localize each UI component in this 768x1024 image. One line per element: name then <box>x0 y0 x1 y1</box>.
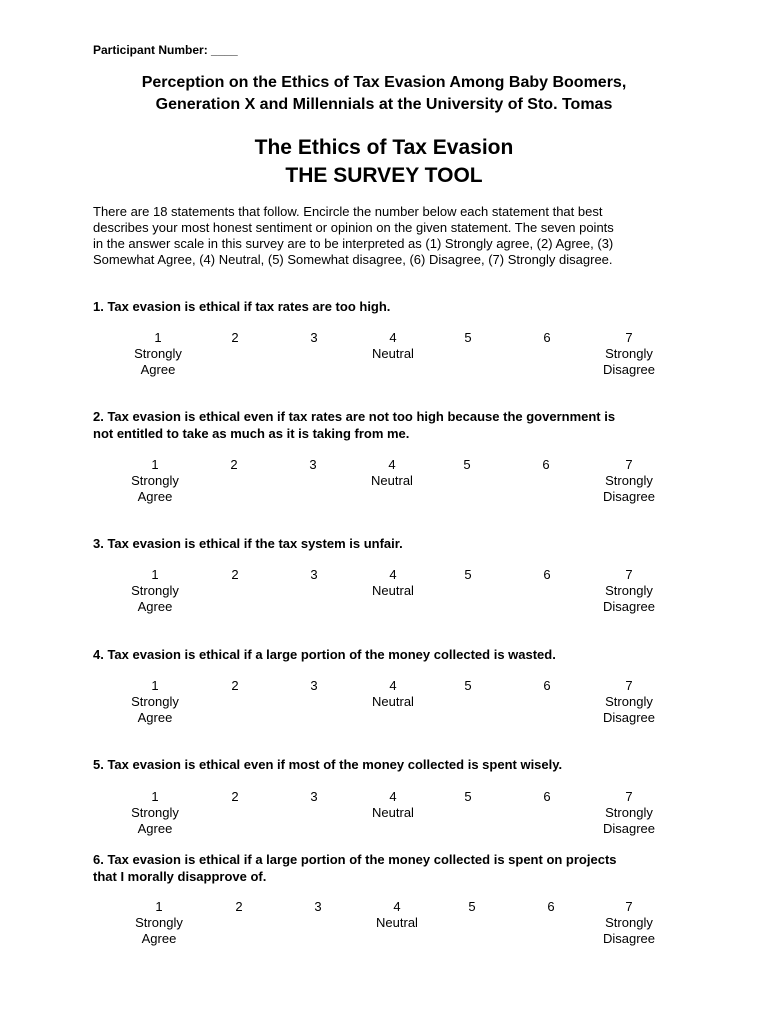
question-4 <box>93 646 678 663</box>
title-line-2: THE SURVEY TOOL <box>285 164 483 187</box>
scale-label-agree: Agree <box>137 710 173 725</box>
scale-label-neutral: Neutral <box>371 473 413 488</box>
document-title <box>60 134 708 190</box>
scale-number: 1 <box>151 457 159 472</box>
scale-option-6[interactable] <box>501 457 591 473</box>
question-1 <box>93 298 678 315</box>
scale-option-6[interactable] <box>502 567 592 583</box>
scale-number: 4 <box>389 678 397 693</box>
scale-label-strongly: Strongly <box>605 346 653 361</box>
scale-option-2[interactable] <box>190 567 280 583</box>
title-line-1: The Ethics of Tax Evasion <box>254 136 514 159</box>
scale-label-strongly: Strongly <box>605 805 653 820</box>
scale-option-2[interactable] <box>190 789 280 805</box>
question-text-line-2: not entitled to take as much as it is taking from me. <box>93 426 410 441</box>
scale-label-strongly: Strongly <box>605 694 653 709</box>
question-text-line-1: 6. Tax evasion is ethical if a large portion of the money collected is spent on projects <box>93 852 617 867</box>
scale-label-strongly: Strongly <box>135 915 183 930</box>
scale-option-5[interactable] <box>427 899 517 915</box>
scale-option-5[interactable] <box>423 789 513 805</box>
scale-number: 3 <box>314 899 322 914</box>
scale-option-5[interactable] <box>423 567 513 583</box>
scale-number: 7 <box>625 678 633 693</box>
scale-option-5[interactable] <box>423 330 513 346</box>
scale-number: 1 <box>151 789 159 804</box>
scale-number: 6 <box>543 567 551 582</box>
question-3 <box>93 535 678 552</box>
scale-label-neutral: Neutral <box>372 583 414 598</box>
scale-number: 7 <box>625 899 633 914</box>
scale-option-6[interactable] <box>502 330 592 346</box>
instructions-line-3: in the answer scale in this survey are to be interpreted as (1) Strongly agree, (2) Agree, (3) <box>93 236 614 251</box>
scale-option-1[interactable] <box>110 567 200 615</box>
scale-option-1[interactable] <box>110 789 200 837</box>
answer-scale-5 <box>0 789 768 839</box>
scale-option-7[interactable] <box>584 457 674 505</box>
question-text-line-1: 4. Tax evasion is ethical if a large portion of the money collected is wasted. <box>93 647 556 662</box>
scale-number: 4 <box>393 899 401 914</box>
scale-number: 6 <box>542 457 550 472</box>
question-text-line-2: that I morally disapprove of. <box>93 869 267 884</box>
scale-number: 3 <box>310 678 318 693</box>
instructions-line-4: Somewhat Agree, (4) Neutral, (5) Somewhat disagree, (6) Disagree, (7) Strongly disagree. <box>93 252 613 267</box>
scale-option-7[interactable] <box>584 330 674 378</box>
scale-number: 3 <box>310 330 318 345</box>
scale-option-6[interactable] <box>502 789 592 805</box>
scale-label-neutral: Neutral <box>372 346 414 361</box>
scale-number: 1 <box>151 678 159 693</box>
scale-option-3[interactable] <box>269 789 359 805</box>
scale-option-3[interactable] <box>268 457 358 473</box>
scale-option-2[interactable] <box>190 678 280 694</box>
question-text-line-1: 5. Tax evasion is ethical even if most of the money collected is spent wisely. <box>93 757 563 772</box>
scale-option-7[interactable] <box>584 789 674 837</box>
scale-number: 4 <box>389 789 397 804</box>
scale-option-7[interactable] <box>584 567 674 615</box>
scale-label-disagree: Disagree <box>602 710 656 725</box>
scale-option-1[interactable] <box>110 678 200 726</box>
answer-scale-2 <box>0 457 768 507</box>
scale-label-disagree: Disagree <box>602 931 656 946</box>
scale-number: 6 <box>543 330 551 345</box>
scale-label-neutral: Neutral <box>372 805 414 820</box>
scale-number: 7 <box>625 567 633 582</box>
scale-option-6[interactable] <box>502 678 592 694</box>
scale-label-strongly: Strongly <box>605 473 653 488</box>
scale-label-strongly: Strongly <box>134 346 182 361</box>
scale-label-agree: Agree <box>137 599 173 614</box>
scale-number: 5 <box>463 457 471 472</box>
scale-option-6[interactable] <box>506 899 596 915</box>
question-2 <box>93 408 678 442</box>
scale-number: 7 <box>625 457 633 472</box>
scale-label-strongly: Strongly <box>605 915 653 930</box>
scale-option-1[interactable] <box>110 457 200 505</box>
document-subtitle <box>60 72 708 116</box>
scale-number: 4 <box>388 457 396 472</box>
scale-number: 6 <box>547 899 555 914</box>
scale-option-2[interactable] <box>190 330 280 346</box>
scale-label-disagree: Disagree <box>602 489 656 504</box>
scale-label-strongly: Strongly <box>131 694 179 709</box>
scale-number: 5 <box>464 567 472 582</box>
scale-option-1[interactable] <box>114 899 204 947</box>
subtitle-line-2: Generation X and Millennials at the University of Sto. Tomas <box>155 96 613 113</box>
scale-number: 2 <box>230 457 238 472</box>
subtitle-line-1: Perception on the Ethics of Tax Evasion Among Baby Boomers, <box>141 74 627 91</box>
scale-option-3[interactable] <box>269 567 359 583</box>
question-text-line-1: 3. Tax evasion is ethical if the tax system is unfair. <box>93 536 403 551</box>
scale-option-3[interactable] <box>269 678 359 694</box>
scale-number: 2 <box>235 899 243 914</box>
scale-label-neutral: Neutral <box>372 694 414 709</box>
question-text-line-1: 2. Tax evasion is ethical even if tax rates are not too high because the government is <box>93 409 616 424</box>
scale-label-neutral: Neutral <box>376 915 418 930</box>
question-6 <box>93 851 678 885</box>
scale-option-3[interactable] <box>269 330 359 346</box>
scale-label-disagree: Disagree <box>602 821 656 836</box>
scale-label-agree: Agree <box>137 821 173 836</box>
scale-label-disagree: Disagree <box>602 599 656 614</box>
scale-number: 4 <box>389 567 397 582</box>
scale-label-strongly: Strongly <box>605 583 653 598</box>
answer-scale-6 <box>0 899 768 949</box>
scale-number: 4 <box>389 330 397 345</box>
instructions-line-2: describes your most honest sentiment or opinion on the given statement. The seven points <box>93 220 614 235</box>
scale-number: 6 <box>543 678 551 693</box>
instructions-line-1: There are 18 statements that follow. Encircle the number below each statement that best <box>93 204 603 219</box>
scale-label-strongly: Strongly <box>131 583 179 598</box>
scale-label-disagree: Disagree <box>602 362 656 377</box>
scale-number: 3 <box>310 789 318 804</box>
answer-scale-1 <box>0 330 768 380</box>
scale-number: 6 <box>543 789 551 804</box>
answer-scale-4 <box>0 678 768 728</box>
scale-label-strongly: Strongly <box>131 805 179 820</box>
scale-number: 1 <box>154 330 162 345</box>
scale-option-2[interactable] <box>194 899 284 915</box>
scale-number: 2 <box>231 567 239 582</box>
scale-option-7[interactable] <box>584 899 674 947</box>
scale-label-agree: Agree <box>140 362 176 377</box>
scale-number: 5 <box>464 330 472 345</box>
scale-option-5[interactable] <box>422 457 512 473</box>
scale-option-2[interactable] <box>189 457 279 473</box>
scale-number: 5 <box>464 678 472 693</box>
scale-number: 2 <box>231 330 239 345</box>
scale-label-strongly: Strongly <box>131 473 179 488</box>
scale-number: 3 <box>310 567 318 582</box>
scale-number: 1 <box>151 567 159 582</box>
scale-option-3[interactable] <box>273 899 363 915</box>
question-text-line-1: 1. Tax evasion is ethical if tax rates are too high. <box>93 299 391 314</box>
scale-number: 1 <box>155 899 163 914</box>
question-5 <box>93 756 678 773</box>
scale-number: 3 <box>309 457 317 472</box>
instructions-paragraph <box>93 204 673 268</box>
scale-number: 5 <box>464 789 472 804</box>
scale-number: 5 <box>468 899 476 914</box>
scale-number: 7 <box>625 789 633 804</box>
scale-label-agree: Agree <box>137 489 173 504</box>
answer-scale-3 <box>0 567 768 617</box>
scale-number: 7 <box>625 330 633 345</box>
scale-option-5[interactable] <box>423 678 513 694</box>
scale-option-7[interactable] <box>584 678 674 726</box>
participant-number: Participant Number: ____ <box>93 43 238 57</box>
scale-number: 2 <box>231 789 239 804</box>
scale-number: 2 <box>231 678 239 693</box>
scale-label-agree: Agree <box>141 931 177 946</box>
